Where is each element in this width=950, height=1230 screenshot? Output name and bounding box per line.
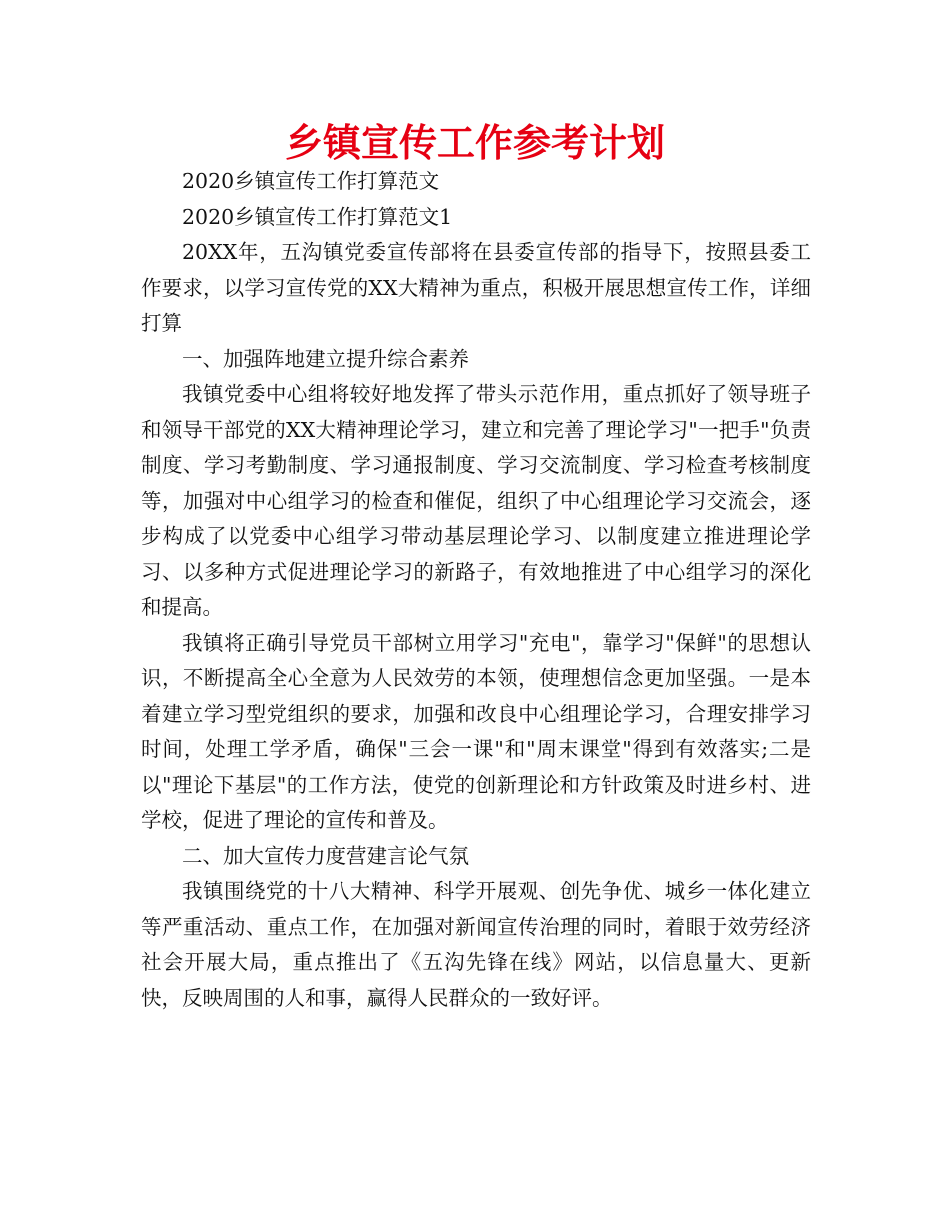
- paragraph-section-2a: 我镇围绕党的十八大精神、科学开展观、创先争优、城乡一体化建立等严重活动、重点工作，在加强对新闻宣传治理的同时，着眼于效劳经济社会开展大局，重点推出了《五沟先锋在线》网站，以信息量大、更新快，反映周围的人和事，赢得人民群众的一致好评。: [141, 879, 811, 1010]
- section-heading-2: 二、加大宣传力度营建言论气氛: [182, 843, 469, 868]
- document-title: 乡镇宣传工作参考计划: [284, 121, 665, 165]
- section-heading-1: 一、加强阵地建立提升综合素养: [182, 346, 469, 371]
- paragraph-subtitle: 2020乡镇宣传工作打算范文: [182, 169, 440, 193]
- paragraph-subtitle-1: 2020乡镇宣传工作打算范文1: [182, 204, 453, 229]
- paragraph-section-1a: 我镇党委中心组将较好地发挥了带头示范作用，重点抓好了领导班子和领导干部党的XX大精神理论学习，建立和完善了理论学习"一把手"负责制度、学习考勤制度、学习通报制度、学习交流制度、学习检查考核制度等，加强对中心组学习的检查和催促，组织了中心组理论学习交流会，逐步构成了以党委中心组学习带动基层理论学习、以制度建立推进理论学习、以多种方式促进理论学习的新路子，有效地推进了中心组学习的深化和提高。: [141, 382, 811, 619]
- paragraph-section-1b: 我镇将正确引导党员干部树立用学习"充电"，靠学习"保鲜"的思想认识，不断提高全心全意为人民效劳的本领，使理想信念更加坚强。一是本着建立学习型党组织的要求，加强和改良中心组理论学习，合理安排学习时间，处理工学矛盾，确保"三会一课"和"周末课堂"得到有效落实;二是以"理论下基层"的工作方法，使党的创新理论和方针政策及时进乡村、进学校，促进了理论的宣传和普及。: [141, 630, 811, 832]
- paragraph-intro: 20XX年，五沟镇党委宣传部将在县委宣传部的指导下，按照县委工作要求，以学习宣传党的XX大精神为重点，积极开展思想宣传工作，详细打算: [141, 240, 811, 335]
- document-body: [141, 164, 811, 1016]
